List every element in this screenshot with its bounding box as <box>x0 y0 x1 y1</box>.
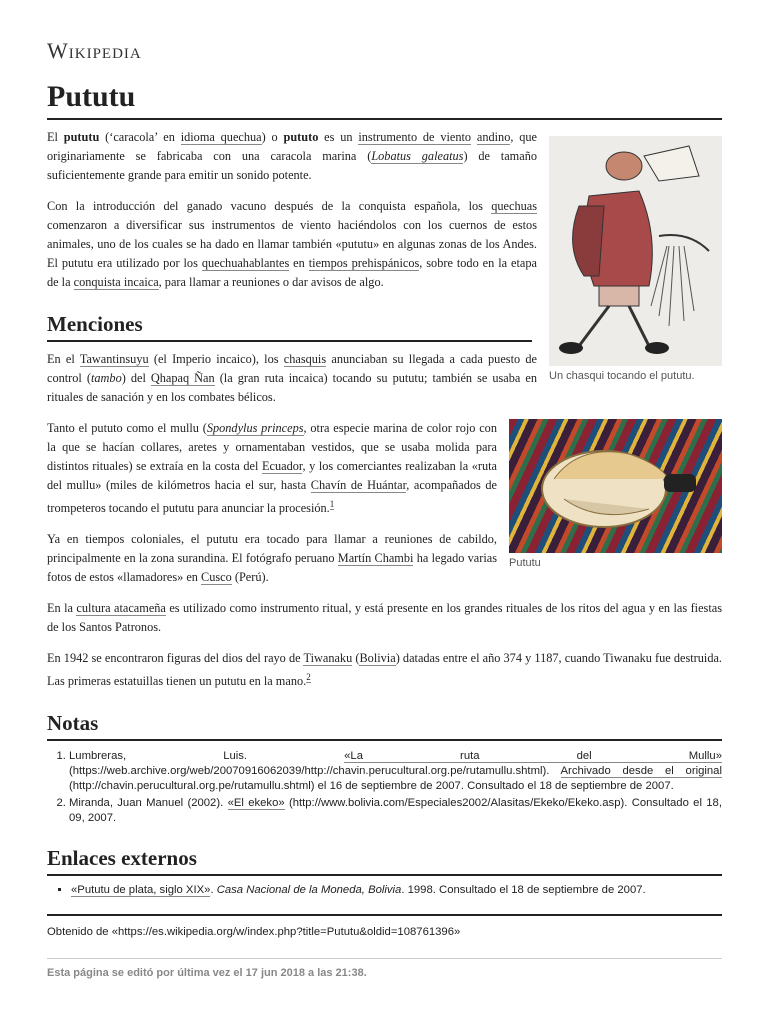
link-archivado-original[interactable]: Archivado desde el original <box>560 765 722 778</box>
page-title: Pututu <box>47 80 722 120</box>
link-conquista-incaica[interactable]: conquista incaica <box>73 275 159 289</box>
intro-paragraph: El pututu (‘caracola’ en idioma quechua) o pututo es un instrumento de viento andino, que originariamente se fabricaba con una caracola marina (Lobatus galeatus) de tamaño suficientemente grande para emitir un sonido potente. <box>47 130 538 182</box>
external-links-list <box>47 884 722 896</box>
link-pututu-de-plata[interactable]: «Pututu de plata, siglo XIX» <box>71 884 211 897</box>
footnote-ref-2[interactable]: 2 <box>306 672 311 683</box>
section-heading-enlaces-externos: Enlaces externos <box>47 844 722 876</box>
menciones-paragraph-5: En 1942 se encontraron figuras del dios del rayo de Tiwanaku (Bolivia) datadas entre el año 374 y 1187, cuando Tiwanaku fue destruida. Las primeras estatuillas tienen un pututu en la mano.$^2$ <box>47 651 723 689</box>
link-quechuahablantes[interactable]: quechuahablantes <box>201 256 290 270</box>
link-ruta-del-mullu[interactable]: «La ruta del Mullu» <box>344 750 722 763</box>
notes-list <box>47 749 722 826</box>
footnote-ref-1[interactable]: 1 <box>329 499 335 509</box>
figure-pututu <box>509 419 722 569</box>
link-idioma-quechua[interactable]: idioma quechua <box>180 130 262 144</box>
link-andino[interactable]: andino <box>476 130 511 144</box>
link-lobatus-galeatus[interactable]: Lobatus galeatus <box>371 149 464 163</box>
link-tiwanaku[interactable]: Tiwanaku <box>303 651 353 666</box>
link-chasquis[interactable]: chasquis <box>283 352 327 366</box>
wikipedia-logo[interactable]: Wikipedia <box>47 38 142 63</box>
link-quechuas[interactable]: quechuas <box>491 199 537 213</box>
link-qhapaq-nan[interactable]: Qhapaq Ñan <box>150 371 215 385</box>
section-heading-menciones: Menciones <box>47 310 532 342</box>
menciones-paragraph-2: Tanto el pututo como el mullu (Spondylus princeps, otra especie marina de color rojo con la que se hacían collares, aretes y ornamentaban vestidos, que se usaba molida para distintos rituales) se extraía en la costa del Ecuador, y los comerciantes realizaban la «ruta del mullu» (miles de kilómetros hacia el sur, hasta Chavín de Huántar, acompañados de trompeteros tocando el pututu para anunciar la procesión.$^1$ <box>47 421 497 516</box>
link-cultura-atacamena[interactable]: cultura atacameña <box>76 601 166 616</box>
link-ecuador[interactable]: Ecuador <box>262 459 303 473</box>
last-edited-footer: Esta página se editó por última vez el 17 jun 2018 a las 21:38. <box>47 958 722 979</box>
article-page <box>47 38 722 979</box>
figure-chasqui <box>549 136 722 382</box>
link-martin-chambi[interactable]: Martín Chambi <box>337 551 414 566</box>
figure-caption: Un chasqui tocando el pututu. <box>549 370 695 382</box>
link-instrumento-de-viento[interactable]: instrumento de viento <box>358 130 472 144</box>
figure-caption: Pututu <box>509 557 541 569</box>
link-tiempos-prehispanicos[interactable]: tiempos prehispánicos <box>308 256 420 270</box>
link-bolivia[interactable]: Bolivia <box>359 651 396 666</box>
menciones-paragraph-4: En la cultura atacameña es utilizado como instrumento ritual, y está presente en los grandes rituales de los ritos del agua y en las fiestas de los Santos Patronos. <box>47 601 723 635</box>
pututu-photo[interactable] <box>509 419 722 553</box>
link-el-ekeko[interactable]: «El ekeko» <box>227 797 285 810</box>
paragraph-2: Con la introducción del ganado vacuno después de la conquista española, los quechuas comenzaron a diversificar sus instrumentos de viento haciéndolos con los cuernos de estos animales, uno de los cuales se ha dado en llamar también «pututu» en algunas zonas de los Andes. El pututu era utilizado por los quechuahablantes en tiempos prehispánicos, sobre todo en la etapa de la conquista incaica, para llamar a reuniones o dar avisos de algo. <box>47 199 537 289</box>
chasqui-illustration[interactable] <box>549 136 722 366</box>
link-chavin-de-huantar[interactable]: Chavín de Huántar <box>310 478 407 492</box>
obtained-from[interactable]: Obtenido de «https://es.wikipedia.org/w/index.php?title=Pututu&oldid=108761396» <box>47 914 722 938</box>
menciones-paragraph-3: Ya en tiempos coloniales, el pututu era tocado para llamar a reuniones de cabildo, principalmente en la zona surandina. El fotógrafo peruano Martín Chambi ha legado varias fotos de estos «llamadores» en Cusco (Perú). <box>47 532 498 585</box>
external-link-item: ▪ «Pututu de plata, siglo XIX». Casa Nacional de la Moneda, Bolivia. 1998. Consultado el 18 de septiembre de 2007. <box>71 884 722 896</box>
note-item: 2. Miranda, Juan Manuel (2002). «El ekeko» (http://www.bolivia.com/Especiales2002/Alasitas/Ekeko/Ekeko.asp). Consultado el 18, 09, 2007. <box>69 796 722 826</box>
link-tawantinsuyu[interactable]: Tawantinsuyu <box>79 352 149 366</box>
note-item: 1. Lumbreras, Luis. «La ruta del Mullu» (https://web.archive.org/web/20070916062039/http://chavin.perucultural.org.pe/rutamullu.shtml). Archivado desde el original (http://chavin.perucultural.org.pe/rutamullu.shtml) el 16 de septiembre de 2007. Consultado el 18 de septiembre de 2007. <box>69 749 722 794</box>
link-spondylus-princeps[interactable]: Spondylus princeps <box>206 421 304 435</box>
section-heading-notas: Notas <box>47 709 722 741</box>
link-cusco[interactable]: Cusco <box>201 570 232 585</box>
menciones-paragraph-1: En el Tawantinsuyu (el Imperio incaico), los chasquis anunciaban su llegada a cada puesto de control (tambo) del Qhapaq Ñan (la gran ruta incaica) tocando su pututu; también se usaba en rituales de sanación y en los combates bélicos. <box>47 352 537 404</box>
